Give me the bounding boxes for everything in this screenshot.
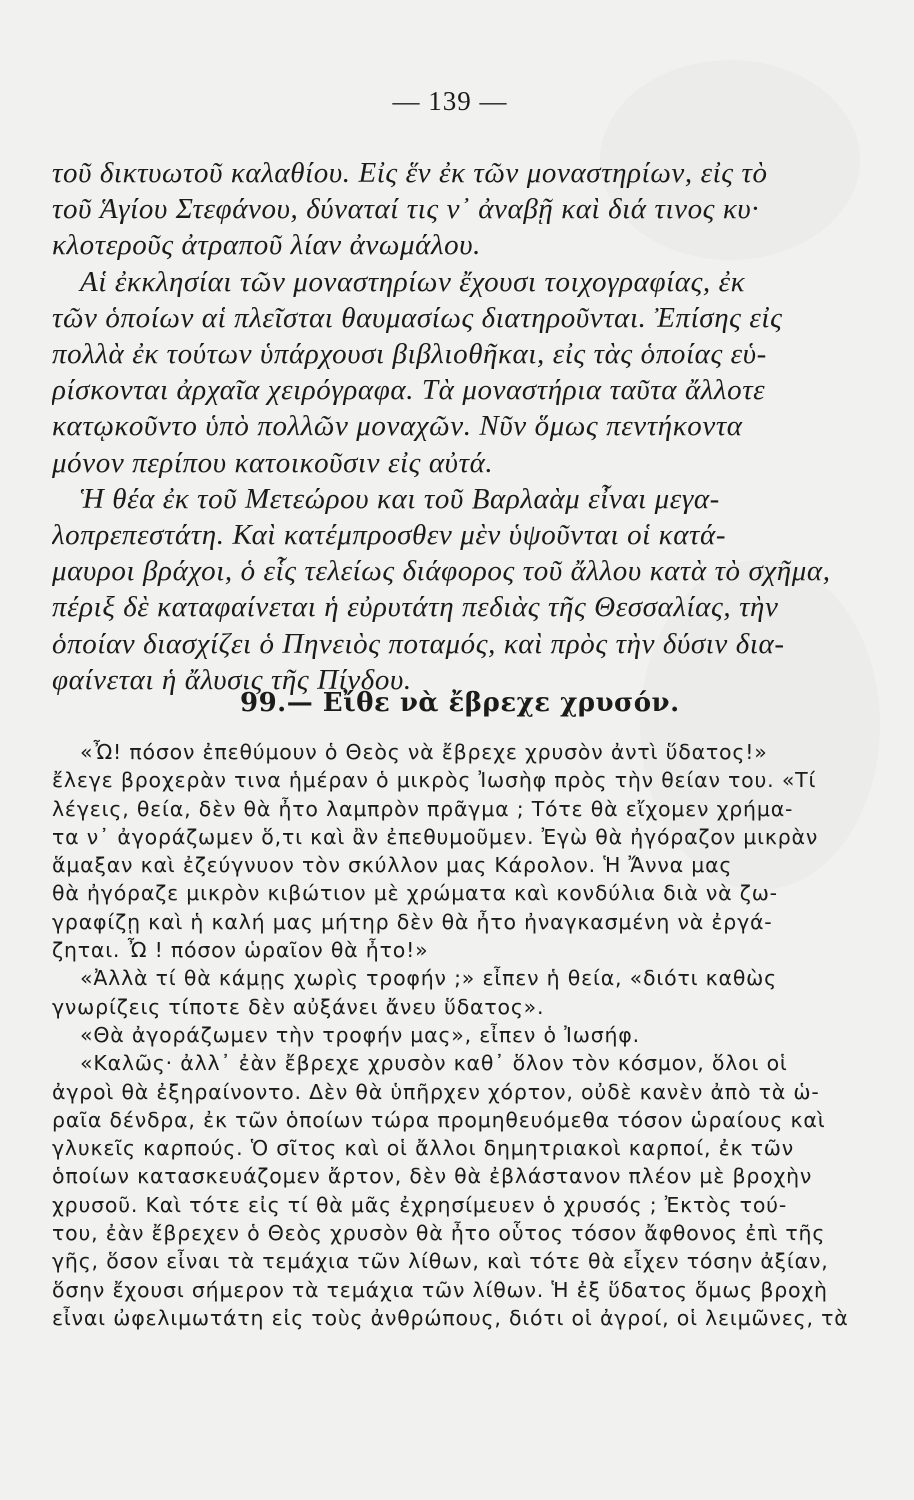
text-line: Ἡ θέα ἐκ τοῦ Μετεώρου και τοῦ Βαρλαὰμ εἶναι μεγα- — [80, 482, 720, 515]
text-line: μόνον περίπου κατοικοῦσιν εἰς αὐτά. — [52, 446, 494, 479]
text-line: μαυροι βράχοι, ὁ εἷς τελείως διάφορος τοῦ ἄλλου κατὰ τὸ σχῆμα, — [52, 555, 831, 588]
text-line: πολλὰ ἐκ τούτων ὑπάρχουσι βιβλιοθῆκαι, εἰς τὰς ὁποίας εὑ- — [52, 338, 767, 371]
text-line: θὰ ἠγόραζε μικρὸν κιβώτιον μὲ χρώματα καὶ κονδύλια διὰ νὰ ζω- — [52, 881, 778, 906]
text-line: Αἱ ἐκκλησίαι τῶν μοναστηρίων ἔχουσι τοιχογραφίας, ἐκ — [80, 265, 746, 298]
text-line: «Ἀλλὰ τί θὰ κάμῃς χωρὶς τροφήν ;» εἶπεν ἡ θεία, «διότι καθὼς — [80, 966, 777, 991]
text-line: λέγεις, θεία, δὲν θὰ ἦτο λαμπρὸν πρᾶγμα ; Τότε θὰ εἴχομεν χρήμα- — [52, 796, 794, 821]
text-line: γλυκεῖς καρπούς. Ὁ σῖτος καὶ οἱ ἄλλοι δημητριακοὶ καρποί, ἐκ τῶν — [52, 1136, 795, 1161]
text-line: χρυσοῦ. Καὶ τότε εἰς τί θὰ μᾶς ἐχρησίμευεν ὁ χρυσός ; Ἐκτὸς τού- — [52, 1192, 788, 1217]
italic-paragraphs — [52, 155, 872, 698]
section-heading: 99.— Εἴθε νὰ ἔβρεχε χρυσόν. — [240, 688, 680, 718]
text-line: πέριξ δὲ καταφαίνεται ἡ εὐρυτάτη πεδιὰς τῆς Θεσσαλίας, τὴν — [52, 591, 779, 624]
text-line: τοῦ Ἁγίου Στεφάνου, δύναταί τις ν᾿ ἀναβῇ καὶ διά τινος κυ· — [52, 193, 760, 226]
text-line: γνωρίζεις τίποτε δὲν αὐξάνει ἄνευ ὕδατος». — [52, 994, 545, 1019]
text-line: «Θὰ ἀγοράζωμεν τὴν τροφήν μας», εἶπεν ὁ Ἰωσήφ. — [80, 1022, 640, 1047]
text-line: ὁποίων κατασκευάζομεν ἄρτον, δὲν θὰ ἐβλάστανον πλέον μὲ βροχὴν — [52, 1164, 813, 1189]
text-line: ἔλεγε βροχερὰν τινα ἡμέραν ὁ μικρὸς Ἰωσὴφ πρὸς τὴν θείαν του. «Τί — [52, 768, 817, 793]
text-line: γραφίζῃ καὶ ἡ καλή μας μήτηρ δὲν θὰ ἦτο ἠναγκασμένη νὰ ἐργά- — [52, 909, 773, 934]
text-line: λοπρεπεστάτη. Καὶ κατέμπροσθεν μὲν ὑψοῦνται οἱ κατά- — [52, 519, 727, 552]
page-number: — 139 — — [392, 86, 508, 116]
text-line: εἶναι ὠφελιμωτάτη εἰς τοὺς ἀνθρώπους, διότι οἱ ἀγροί, οἱ λειμῶνες, τὰ — [52, 1305, 849, 1330]
text-line: τοῦ δικτυωτοῦ καλαθίου. Εἰς ἕν ἐκ τῶν μοναστηρίων, εἰς τὸ — [52, 157, 768, 189]
text-line: ραῖα δένδρα, ἐκ τῶν ὁποίων τώρα προμηθευόμεθα τόσον ὡραίους καὶ — [52, 1107, 826, 1132]
text-line: ρίσκονται ἀρχαῖα χειρόγραφα. Τὰ μοναστήρια ταῦτα ἄλλοτε — [52, 374, 766, 407]
text-line: ζηται. Ὦ ! πόσον ὡραῖον θὰ ἦτο!» — [52, 938, 429, 963]
story-text — [52, 738, 872, 1332]
text-line: «Ὦ! πόσον ἐπεθύμουν ὁ Θεὸς νὰ ἔβρεχε χρυσὸν ἀντὶ ὕδατος!» — [80, 740, 768, 764]
text-line: κλοτεροῦς ἀτραποῦ λίαν ἀνωμάλου. — [52, 229, 481, 262]
text-line: ἅμαξαν καὶ ἐζεύγνυον τὸν σκύλλον μας Κάρολον. Ἡ Ἄννα μας — [52, 853, 733, 878]
text-line: ὅσην ἔχουσι σήμερον τὰ τεμάχια τῶν λίθων. Ἡ ἐξ ὕδατος ὅμως βροχὴ — [52, 1277, 828, 1302]
text-line: γῆς, ὅσον εἶναι τὰ τεμάχια τῶν λίθων, καὶ τότε θὰ εἶχεν τόσην ἀξίαν, — [52, 1249, 829, 1274]
text-line: τῶν ὁποίων αἱ πλεῖσται θαυμασίως διατηροῦνται. Ἐπίσης εἰς — [52, 301, 783, 334]
text-line: «Καλῶς· ἀλλ᾿ ἐὰν ἔβρεχε χρυσὸν καθ᾿ ὅλον τὸν κόσμον, ὅλοι οἱ — [80, 1051, 788, 1076]
text-line: τα ν᾿ ἀγοράζωμεν ὅ,τι καὶ ἂν ἐπεθυμοῦμεν. Ἐγὼ θὰ ἠγόραζον μικρὰν — [52, 824, 819, 849]
text-line: κατῳκοῦντο ὑπὸ πολλῶν μοναχῶν. Νῦν ὅμως πεντήκοντα — [52, 410, 743, 443]
text-line: ἀγροὶ θὰ ἐξηραίνοντο. Δὲν θὰ ὑπῆρχεν χόρτον, οὐδὲ κανὲν ἀπὸ τὰ ὡ- — [52, 1079, 820, 1104]
text-line: ὁποίαν διασχίζει ὁ Πηνειὸς ποταμός, καὶ πρὸς τὴν δύσιν δια- — [52, 627, 785, 660]
text-line: του, ἐὰν ἔβρεχεν ὁ Θεὸς χρυσὸν θὰ ἦτο οὗτος τόσον ἄφθονος ἐπὶ τῆς — [52, 1221, 826, 1246]
text-line: φαίνεται ἡ ἄλυσις τῆς Πίνδου. — [52, 663, 412, 696]
